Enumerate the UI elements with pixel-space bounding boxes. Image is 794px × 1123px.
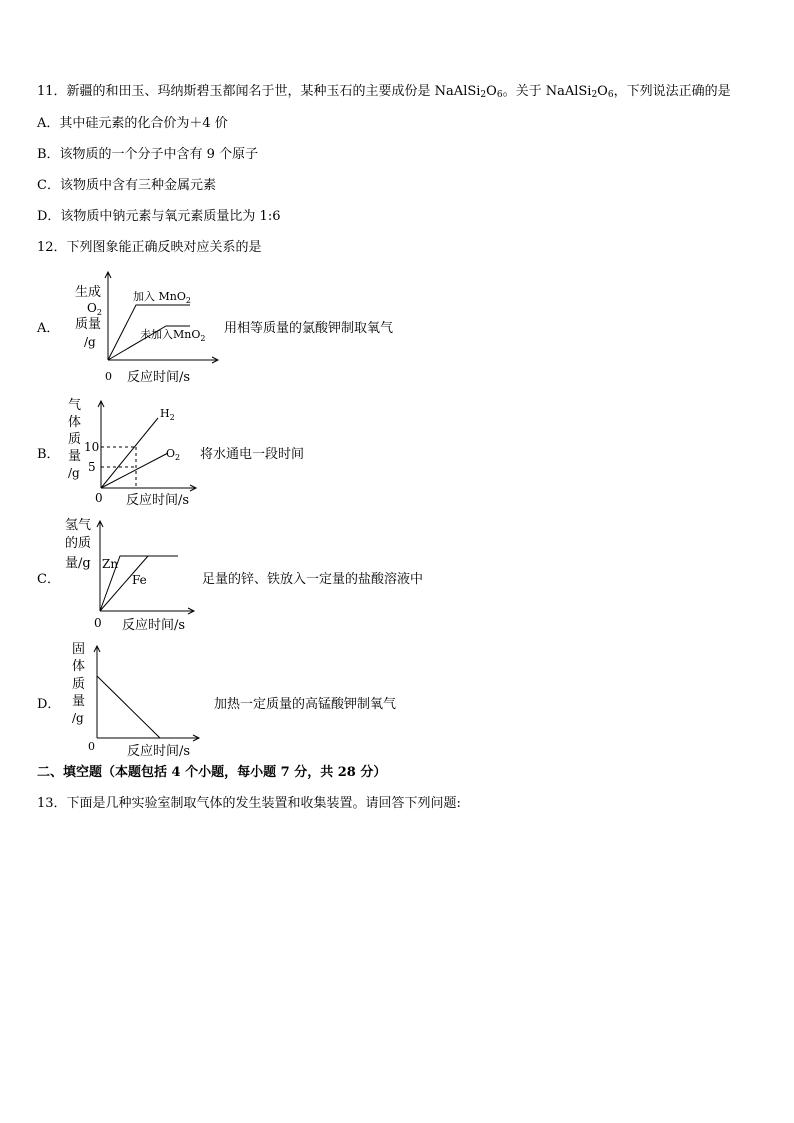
graph-d-ylabel-5: /g <box>72 711 84 725</box>
graph-d-ylabel-1: 固 <box>72 642 86 657</box>
graph-a <box>70 268 230 388</box>
q11-option-a: A．其中硅元素的化合价为＋4 价 <box>37 116 228 131</box>
graph-d-ylabel-2: 体 <box>72 659 86 674</box>
graph-d-origin: 0 <box>88 740 95 753</box>
q12-option-a-label: A． <box>37 321 60 336</box>
graph-b-ylabel-4: 量 <box>68 449 82 464</box>
graph-b-ylabel-3: 质 <box>68 432 82 447</box>
q12-option-c-desc: 足量的锌、铁放入一定量的盐酸溶液中 <box>202 572 424 587</box>
graph-b-ylabel-1: 气 <box>68 398 82 413</box>
graph-b-tick-5: 5 <box>88 460 96 474</box>
graph-c <box>62 515 202 635</box>
graph-b-ylabel-2: 体 <box>68 415 82 430</box>
graph-c-ylabel-2: 的质 <box>65 536 92 551</box>
graph-b-line-o2 <box>101 453 168 488</box>
graph-b-ylabel-5: /g <box>68 466 80 480</box>
graph-b-line-h2 <box>101 418 158 488</box>
graph-d-line <box>97 676 160 738</box>
q12-option-b-desc: 将水通电一段时间 <box>200 447 305 462</box>
graph-a-origin: 0 <box>105 370 112 383</box>
q11-option-d: D．该物质中钠元素与氧元素质量比为 1:6 <box>37 209 281 224</box>
graph-a-series1-label: 加入 MnO$_2$ <box>133 290 191 305</box>
graph-a-series2-label: 未加入MnO$_2$ <box>140 328 206 343</box>
graph-c-series1-label: Zn <box>102 557 119 571</box>
q12-stem: 12．下列图象能正确反映对应关系的是 <box>37 240 262 255</box>
graph-c-series2-label: Fe <box>132 573 147 587</box>
graph-b <box>62 395 202 510</box>
graph-a-xlabel: 反应时间/s <box>127 370 191 385</box>
q11-option-c: C．该物质中含有三种金属元素 <box>37 178 216 193</box>
graph-b-origin: 0 <box>95 491 103 505</box>
graph-b-series1-label: $H_2$ <box>160 407 175 422</box>
graph-d <box>62 638 207 763</box>
q12-option-d-label: D． <box>37 697 61 712</box>
graph-c-xlabel: 反应时间/s <box>122 618 186 633</box>
graph-d-ylabel-3: 质 <box>72 677 86 692</box>
q13-stem: 13．下面是几种实验室制取气体的发生装置和收集装置。请回答下列问题: <box>37 796 461 811</box>
graph-c-origin: 0 <box>94 616 102 630</box>
q12-option-a-desc: 用相等质量的氯酸钾制取氧气 <box>224 321 394 336</box>
graph-a-ylabel-1: 生成 <box>75 285 102 300</box>
graph-c-ylabel-1: 氢气 <box>65 518 92 533</box>
q12-option-c-label: C． <box>37 572 60 587</box>
graph-a-ylabel-3: 质量 <box>75 317 102 332</box>
q11-stem: 11．新疆的和田玉、玛纳斯碧玉都闻名于世，某种玉石的主要成份是 $NaAlSi_2O_6$。关于 $NaAlSi_2O_6$，下列说法正确的是 <box>37 84 731 100</box>
q12-option-d-desc: 加热一定质量的高锰酸钾制氧气 <box>214 697 397 712</box>
section2-title: 二、填空题（本题包括 4 个小题，每小题 7 分，共 28 分） <box>37 765 387 780</box>
q11-option-b: B．该物质的一个分子中含有 9 个原子 <box>37 147 259 162</box>
graph-b-xlabel: 反应时间/s <box>126 493 190 508</box>
graph-c-ylabel-3: 量/g <box>65 556 91 571</box>
graph-b-tick-10: 10 <box>84 440 100 454</box>
graph-b-series2-label: $O_2$ <box>166 447 181 462</box>
graph-a-ylabel-4: /g <box>84 335 96 349</box>
q12-option-b-label: B． <box>37 447 60 462</box>
graph-d-ylabel-4: 量 <box>72 694 86 709</box>
graph-d-xlabel: 反应时间/s <box>127 744 191 759</box>
graph-a-ylabel-2: $O_2$ <box>87 301 102 317</box>
